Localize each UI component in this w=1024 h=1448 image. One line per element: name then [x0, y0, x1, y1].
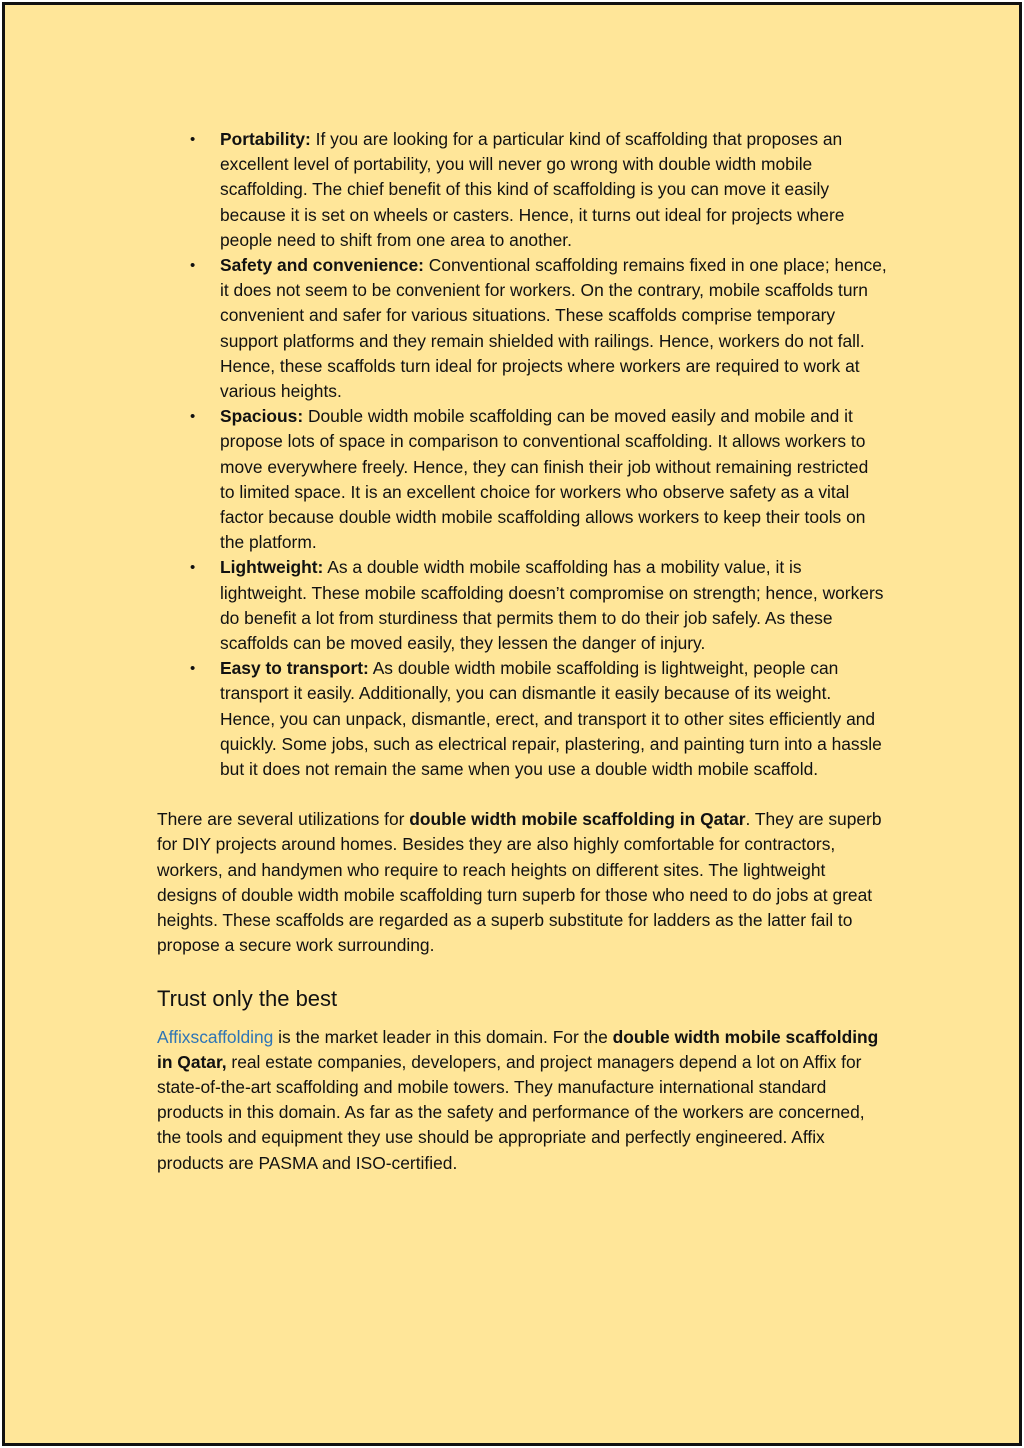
affixscaffolding-link[interactable]: Affixscaffolding — [157, 1026, 274, 1047]
list-item — [157, 555, 887, 656]
bullet-text: As double width mobile scaffolding is lightweight, people can transport it easily. Additionally, you can dismantle it easily because of its weight. Hence, you can unpack, dismantle, erect, and transport it to other sites efficiently and quickly. Some jobs, such as electrical repair, plastering, and painting turn into a hassle but it does not remain the same when you use a double width mobile scaffold. — [220, 658, 882, 780]
paragraph-text: is the market leader in this domain. For the — [273, 1026, 613, 1047]
bullet-text: Double width mobile scaffolding can be moved easily and mobile and it propose lots of space in comparison to conventional scaffolding. It allows workers to move everywhere freely. Hence, they can finish their job without remaining restricted to limited space. It is an excellent choice for workers who observe safety as a vital factor because double width mobile scaffolding allows workers to keep their tools on the platform. — [220, 406, 869, 553]
bullet-heading: Easy to transport: — [220, 658, 369, 679]
bullet-heading: Spacious: — [220, 406, 304, 427]
bullet-icon: • — [190, 257, 196, 275]
utilizations-paragraph — [157, 807, 887, 958]
affix-paragraph — [157, 1025, 887, 1176]
section-heading: Trust only the best — [157, 985, 338, 1011]
paragraph-text: There are several utilizations for — [157, 809, 410, 830]
bullet-heading: Portability: — [220, 129, 311, 149]
bullet-icon: • — [190, 660, 196, 678]
list-item — [157, 656, 887, 782]
list-item — [157, 404, 887, 555]
list-item — [157, 127, 887, 253]
bullet-text: As a double width mobile scaffolding has a mobility value, it is lightweight. These mobile scaffolding doesn’t compromise on strength; hence, workers do benefit a lot from sturdiness that permits them to do their job safely. As these scaffolds can be moved easily, they lessen the danger of injury. — [220, 557, 884, 654]
document-content — [157, 127, 887, 1176]
keyword-bold: double width mobile scaffolding in Qatar, — [157, 1026, 879, 1072]
document-page — [2, 2, 1022, 1446]
list-item — [157, 253, 887, 404]
paragraph-text: real estate companies, developers, and project managers depend a lot on Affix for state-of-the-art scaffolding and mobile towers. They manufacture international standard products in this domain. As far as the safety and performance of the workers are concerned, the tools and equipment they use should be appropriate and perfectly engineered. Affix products are PASMA and ISO-certified. — [157, 1051, 865, 1173]
paragraph-text: . They are superb for DIY projects around homes. Besides they are also highly comfortable for contractors, workers, and handymen who require to reach heights on different sites. The lightweight designs of double width mobile scaffolding turn superb for those who need to do jobs at great heights. These scaffolds are regarded as a superb substitute for ladders as the latter fail to propose a secure work surrounding. — [157, 809, 882, 956]
bullet-text: If you are looking for a particular kind of scaffolding that proposes an excellent level of portability, you will never go wrong with double width mobile scaffolding. The chief benefit of this kind of scaffolding is you can move it easily because it is set on wheels or casters. Hence, it turns out ideal for projects where people need to shift from one area to another. — [220, 129, 845, 250]
bullet-heading: Safety and convenience: — [220, 255, 424, 276]
bullet-icon: • — [190, 131, 196, 148]
bullet-heading: Lightweight: — [220, 557, 324, 578]
keyword-bold: double width mobile scaffolding in Qatar — [409, 809, 746, 830]
bullet-icon: • — [190, 559, 196, 577]
bullet-icon: • — [190, 408, 196, 426]
bullet-text: Conventional scaffolding remains fixed in one place; hence, it does not seem to be convenient for workers. On the contrary, mobile scaffolds turn convenient and safer for various situations. These scaffolds comprise temporary support platforms and they remain shielded with railings. Hence, workers do not fall. Hence, these scaffolds turn ideal for projects where workers are required to work at various heights. — [220, 255, 887, 402]
benefits-list — [157, 127, 887, 782]
